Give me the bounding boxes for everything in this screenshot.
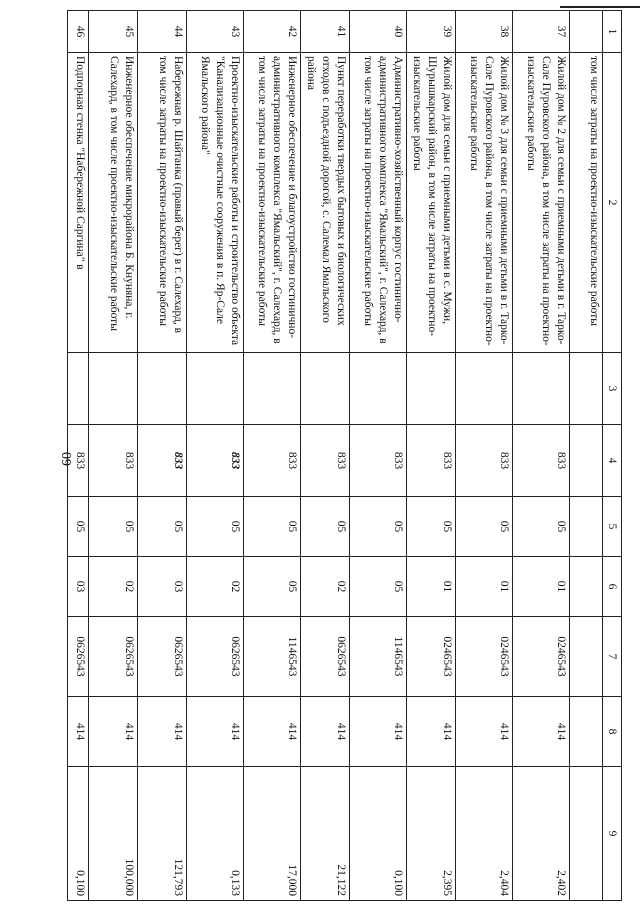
- column-header: 5: [603, 497, 622, 557]
- row-number: 44: [138, 11, 187, 53]
- object-name: Пункт переработки твердых бытовых и биологических отходов с подъездной дорогой, с. Салемал Ямальского района: [301, 53, 350, 353]
- cell-amount: 0,100: [68, 767, 89, 901]
- cell-col8: 414: [244, 697, 301, 767]
- top-rule: [560, 6, 640, 8]
- cell-amount: 2,404: [456, 767, 513, 901]
- object-name: Жилой дом для семьи с приемными детьми в с. Мужи, Шурышкарский район, в том числе затраты на проектно-изыскательские работы: [407, 53, 456, 353]
- continuation-text: том числе затраты на проектно-изыскательские работы: [570, 53, 603, 353]
- column-header: 9: [603, 767, 622, 901]
- cell-col4: 833: [407, 425, 456, 497]
- cell-col6: 03: [138, 557, 187, 617]
- cell-col3: [513, 353, 570, 425]
- cell-amount: 21,122: [301, 767, 350, 901]
- cell-col5: 05: [187, 497, 244, 557]
- column-header: 7: [603, 617, 622, 697]
- object-name: Проектно-изыскательские работы и строительство объекта "Канализационные очистные сооружения в п. Яр-Сале Ямальского района": [187, 53, 244, 353]
- cell-amount: 2,402: [513, 767, 570, 901]
- column-header: 6: [603, 557, 622, 617]
- cell-col7: 0246543: [513, 617, 570, 697]
- row-number: 46: [68, 11, 89, 53]
- cell-col6: 01: [407, 557, 456, 617]
- row-number: 43: [187, 11, 244, 53]
- cell-col3: [244, 353, 301, 425]
- cell-col8: 414: [513, 697, 570, 767]
- row-number: 38: [456, 11, 513, 53]
- table-header-row: [603, 11, 622, 901]
- column-header: 8: [603, 697, 622, 767]
- cell-col7: 0626543: [138, 617, 187, 697]
- column-header: 2: [603, 53, 622, 353]
- cell-col5: 05: [89, 497, 138, 557]
- cell-col4: 833: [244, 425, 301, 497]
- cell-col5: 05: [456, 497, 513, 557]
- cell-col4: 833: [301, 425, 350, 497]
- table-row: [301, 11, 350, 901]
- cell-col4: 833: [89, 425, 138, 497]
- cell-col6: 02: [301, 557, 350, 617]
- cell-col3: [301, 353, 350, 425]
- table-row: [244, 11, 301, 901]
- table-row-continuation: [570, 11, 603, 901]
- object-name: Подпорная стенка "Набережной Саргина" в: [68, 53, 89, 353]
- cell-amount: 121,793: [138, 767, 187, 901]
- object-name: Инженерное обеспечение и благоустройство гостинично-административного комплекса "Ямальский", г. Салехард, в том числе затраты на проектно-изыскательские работы: [244, 53, 301, 353]
- table-row: [89, 11, 138, 901]
- column-header: 1: [603, 11, 622, 53]
- cell-col8: 414: [89, 697, 138, 767]
- cell-col3: [187, 353, 244, 425]
- table-row: [350, 11, 407, 901]
- cell-col3: [68, 353, 89, 425]
- cell-col8: 414: [407, 697, 456, 767]
- object-name: Инженерное обеспечение микрорайона Б. Кнуняна, г. Салехард, в том числе проектно-изыскательские работы: [89, 53, 138, 353]
- cell-col7: 0246543: [456, 617, 513, 697]
- table-row: [68, 11, 89, 901]
- cell-col5: 05: [138, 497, 187, 557]
- cell-col8: 414: [350, 697, 407, 767]
- row-number: 39: [407, 11, 456, 53]
- cell-col5: 05: [513, 497, 570, 557]
- cell-col6: 01: [456, 557, 513, 617]
- cell-col8: 414: [187, 697, 244, 767]
- row-number: 37: [513, 11, 570, 53]
- cell-col4: 833: [138, 425, 187, 497]
- row-number: 41: [301, 11, 350, 53]
- cell-col5: 05: [350, 497, 407, 557]
- cell-col5: 05: [407, 497, 456, 557]
- cell-col6: 05: [244, 557, 301, 617]
- cell-col5: 05: [68, 497, 89, 557]
- cell-col4: 833: [456, 425, 513, 497]
- cell-col6: 05: [350, 557, 407, 617]
- cell-col8: 414: [456, 697, 513, 767]
- cell-col3: [407, 353, 456, 425]
- table-wrapper: [74, 10, 622, 900]
- cell-amount: 2,395: [407, 767, 456, 901]
- cell-col3: [350, 353, 407, 425]
- cell-col3: [89, 353, 138, 425]
- cell-col7: 1146543: [350, 617, 407, 697]
- cell-amount: 0,133: [187, 767, 244, 901]
- row-number: 45: [89, 11, 138, 53]
- cell-amount: 0,100: [350, 767, 407, 901]
- column-header: 4: [603, 425, 622, 497]
- cell-col6: 03: [68, 557, 89, 617]
- table-row: [138, 11, 187, 901]
- table-row: [187, 11, 244, 901]
- row-number: 40: [350, 11, 407, 53]
- cell-col7: 1146543: [244, 617, 301, 697]
- cell-col4: 833: [68, 425, 89, 497]
- cell-col4: 833: [513, 425, 570, 497]
- column-header: 3: [603, 353, 622, 425]
- cell-amount: 100,000: [89, 767, 138, 901]
- cell-col5: 05: [301, 497, 350, 557]
- cell-amount: 17,000: [244, 767, 301, 901]
- cell-col7: 0626543: [187, 617, 244, 697]
- row-number: 42: [244, 11, 301, 53]
- cell-col5: 05: [244, 497, 301, 557]
- budget-table: [67, 10, 622, 901]
- cell-col6: 02: [187, 557, 244, 617]
- object-name: Административно-хозяйственный корпус гостинично-административного комплекса "Ямальский", г. Салехард, в том числе затраты на проектно-изыскательские работы: [350, 53, 407, 353]
- cell-col8: 414: [68, 697, 89, 767]
- cell-col7: 0626543: [68, 617, 89, 697]
- cell-col4: 833: [350, 425, 407, 497]
- cell-col7: 0626543: [89, 617, 138, 697]
- table-row: [407, 11, 456, 901]
- cell-col3: [138, 353, 187, 425]
- cell-col7: 0626543: [301, 617, 350, 697]
- cell-col8: 414: [138, 697, 187, 767]
- page-number: 60: [60, 452, 75, 466]
- cell-col4: 833: [187, 425, 244, 497]
- cell-col6: 02: [89, 557, 138, 617]
- object-name: Жилой дом № 2 для семьи с приемными детьми в г. Тарко-Сале Пуровского района, в том числе затраты на проектно-изыскательские работы: [513, 53, 570, 353]
- cell-col3: [456, 353, 513, 425]
- table-row: [456, 11, 513, 901]
- object-name: Набережная р. Шайтанка (правый берег) в г. Салехард, в том числе затраты на проектно-изыскательские работы: [138, 53, 187, 353]
- cell-col8: 414: [301, 697, 350, 767]
- table-row: [513, 11, 570, 901]
- object-name: Жилой дом № 3 для семьи с приемными детьми в г. Тарко-Сале Пуровского района, в том числе затраты на проектно-изыскательские работы: [456, 53, 513, 353]
- cell-col6: 01: [513, 557, 570, 617]
- cell-col7: 0246543: [407, 617, 456, 697]
